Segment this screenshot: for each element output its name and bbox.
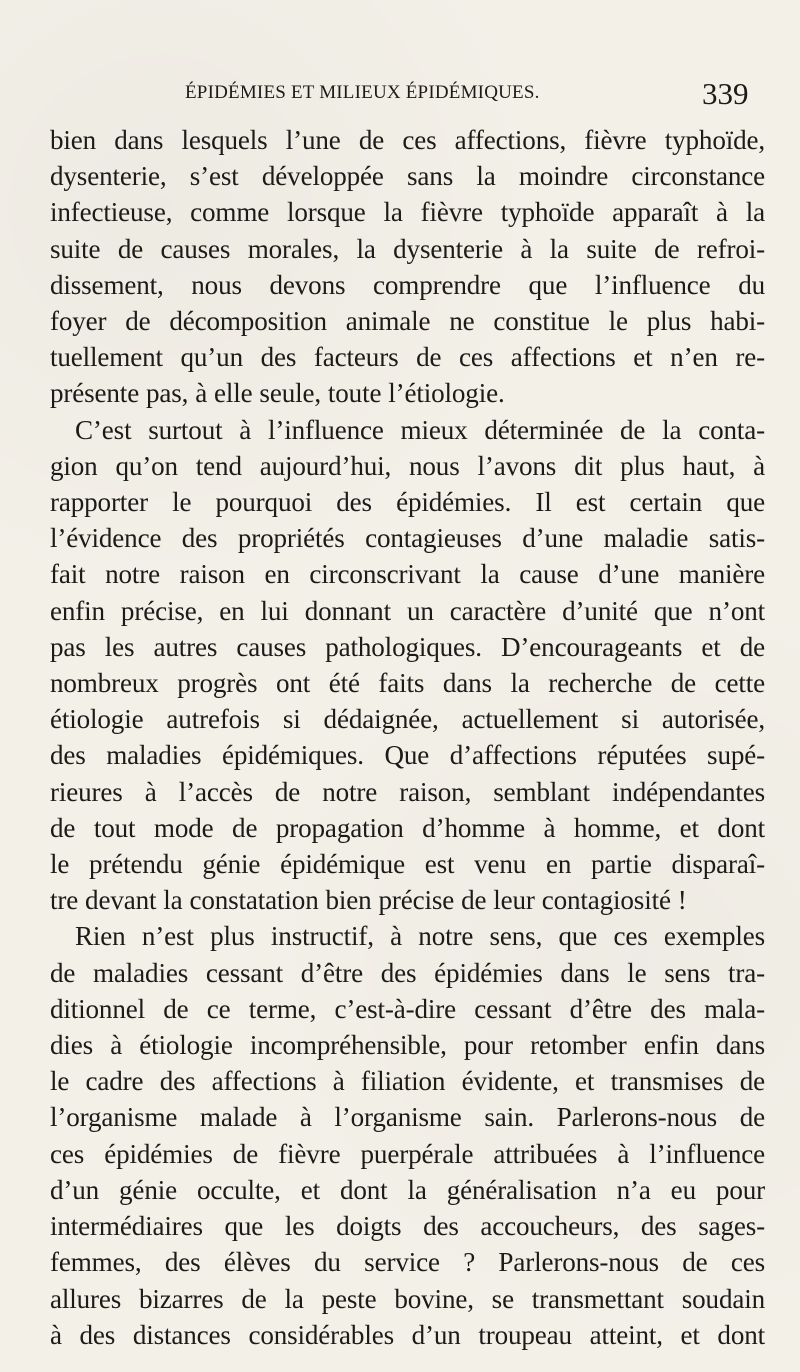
text-line: gion qu’on tend aujourd’hui, nous l’avons dit plus haut, à	[50, 450, 765, 481]
text-line: allures bizarres de la peste bovine, se transmettant soudain	[50, 1283, 765, 1314]
text-line: dies à étiologie incompréhensible, pour retomber enfin dans	[50, 1030, 765, 1061]
text-line: le prétendu génie épidémique est venu en partie disparaî-	[50, 849, 765, 880]
text-line: rapporter le pourquoi des épidémies. Il est certain que	[50, 487, 765, 518]
text-line: le cadre des affections à filiation évidente, et transmises de	[50, 1066, 765, 1097]
running-title: ÉPIDÉMIES ET MILIEUX ÉPIDÉMIQUES.	[185, 82, 540, 103]
text-line: Rien n’est plus instructif, à notre sens, que ces exemples	[75, 921, 765, 952]
text-line: foyer de décomposition animale ne constitue le plus habi-	[50, 306, 765, 337]
text-line: C’est surtout à l’influence mieux déterminée de la conta-	[75, 414, 765, 445]
text-line: intermédiaires que les doigts des accoucheurs, des sages-	[50, 1211, 765, 1242]
text-line: présente pas, à elle seule, toute l’étiologie.	[50, 378, 505, 409]
page-number: 339	[702, 76, 749, 111]
text-line: étiologie autrefois si dédaignée, actuellement si autorisée,	[50, 704, 765, 735]
text-line: suite de causes morales, la dysenterie à la suite de refroi-	[50, 233, 765, 264]
text-line: l’organisme malade à l’organisme sain. Parlerons-nous de	[50, 1102, 765, 1133]
text-line: tre devant la constatation bien précise de leur contagiosité !	[50, 885, 687, 916]
text-line: à des distances considérables d’un troupeau atteint, et dont	[50, 1319, 765, 1350]
text-line: bien dans lesquels l’une de ces affections, fièvre typhoïde,	[50, 125, 765, 155]
text-line: ditionnel de ce terme, c’est-à-dire cessant d’être des mala-	[50, 993, 765, 1024]
text-line: femmes, des élèves du service ? Parlerons-nous de ces	[50, 1247, 765, 1278]
text-line: infectieuse, comme lorsque la fièvre typhoïde apparaît à la	[50, 197, 765, 228]
text-line: pas les autres causes pathologiques. D’encourageants et de	[50, 631, 765, 662]
body-text	[50, 122, 765, 1353]
text-line: rieures à l’accès de notre raison, semblant indépendantes	[50, 776, 765, 807]
text-line: nombreux progrès ont été faits dans la recherche de cette	[50, 668, 765, 699]
text-line: l’évidence des propriétés contagieuses d’une maladie satis-	[50, 523, 765, 554]
text-line: fait notre raison en circonscrivant la cause d’une manière	[50, 559, 765, 590]
text-line: ces épidémies de fièvre puerpérale attribuées à l’influence	[50, 1138, 765, 1169]
text-line: des maladies épidémiques. Que d’affections réputées supé-	[50, 740, 765, 771]
text-line: de maladies cessant d’être des épidémies dans le sens tra-	[50, 957, 765, 988]
text-line: dissement, nous devons comprendre que l’influence du	[50, 269, 765, 300]
text-line: d’un génie occulte, et dont la généralisation n’a eu pour	[50, 1174, 765, 1205]
text-line: dysenterie, s’est développée sans la moindre circonstance	[50, 161, 765, 192]
text-line: enfin précise, en lui donnant un caractère d’unité que n’ont	[50, 595, 765, 626]
text-line: de tout mode de propagation d’homme à homme, et dont	[50, 812, 765, 843]
text-line: tuellement qu’un des facteurs de ces affections et n’en re-	[50, 342, 765, 373]
